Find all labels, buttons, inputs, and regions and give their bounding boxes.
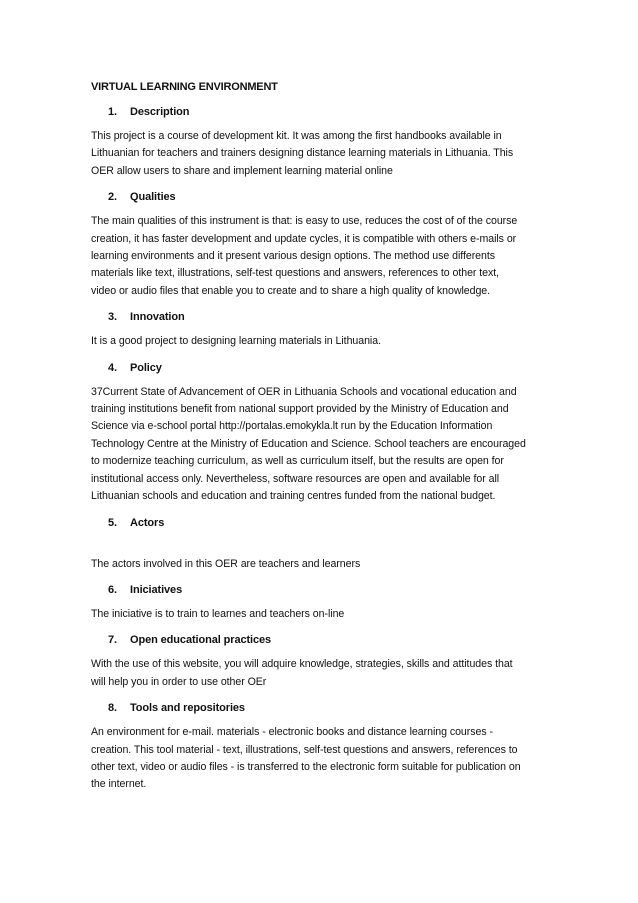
section-paragraph: An environment for e-mail. materials - electronic books and distance learning courses - creation. This tool material - text, illustrations, self-test questions and answers, references to other text, video or audio files - is transferred to the electronic form suitable for publication on the internet. bbox=[91, 726, 521, 791]
section-heading-actors bbox=[91, 516, 548, 531]
section-paragraph: The main qualities of this instrument is that: is easy to use, reduces the cost of of the course creation, it has faster development and update cycles, it is compatible with others e-mails or learning environments and it present various design options. The method use differents materials like text, illustrations, self-test questions and answers, references to other text, video or audio files that enable you to create and to share a high quality of knowledge. bbox=[91, 215, 518, 297]
section-number: 8. bbox=[108, 702, 117, 715]
section-number: 5. bbox=[108, 516, 117, 529]
section-paragraph: The iniciative is to train to learnes and teachers on-line bbox=[91, 607, 345, 620]
blank-line bbox=[91, 539, 548, 556]
section-number: 4. bbox=[108, 361, 117, 374]
section-title: Actors bbox=[130, 516, 165, 529]
section-title: Iniciatives bbox=[130, 583, 183, 596]
section-paragraph: This project is a course of development kit. It was among the first handbooks available in Lithuanian for teachers and trainers designing distance learning materials in Lithuania. This OER allow users to share and implement learning material online bbox=[91, 130, 514, 177]
section-heading-description bbox=[91, 105, 548, 120]
section-number: 1. bbox=[108, 106, 117, 118]
section-heading-iniciatives bbox=[91, 583, 548, 598]
section-paragraph: The actors involved in this OER are teachers and learners bbox=[91, 557, 361, 570]
section-title: Tools and repositories bbox=[130, 702, 245, 715]
section-paragraph: With the use of this website, you will adquire knowledge, strategies, skills and attitudes that will help you in order to use other OEr bbox=[91, 658, 513, 688]
section-title: Innovation bbox=[130, 311, 185, 324]
section-heading-qualities bbox=[91, 190, 548, 205]
section-paragraph: 37Current State of Advancement of OER in Lithuania Schools and vocational education and training institutions benefit from national support provided by the Ministry of Education and Science via e-school portal http://portalas.emokykla.lt run by the Education Information Technology Centre at the Ministry of Education and Science. School teachers are encouraged to modernize teaching curriculum, as well as curriculum itself, but the results are open for institutional access only. Nevertheless, software resources are open and available for all Lithuanian schools and education and training centres funded from the national budget. bbox=[91, 385, 526, 503]
document-title: VIRTUAL LEARNING ENVIRONMENT bbox=[91, 81, 278, 93]
section-heading-open-educational-practices bbox=[91, 633, 548, 648]
section-title: Open educational practices bbox=[130, 634, 272, 647]
section-number: 3. bbox=[108, 311, 117, 324]
section-number: 2. bbox=[108, 191, 117, 204]
section-title: Policy bbox=[130, 361, 162, 374]
section-number: 6. bbox=[108, 583, 117, 596]
section-number: 7. bbox=[108, 634, 117, 647]
section-heading-tools-and-repositories bbox=[91, 701, 548, 716]
section-heading-policy bbox=[91, 361, 548, 376]
section-title: Description bbox=[130, 106, 190, 118]
section-title: Qualities bbox=[130, 191, 176, 204]
section-paragraph: It is a good project to designing learning materials in Lithuania. bbox=[91, 335, 381, 348]
section-heading-innovation bbox=[91, 310, 548, 325]
